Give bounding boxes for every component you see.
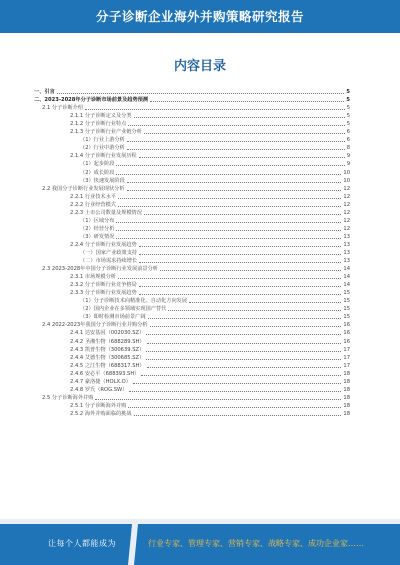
- toc-leader-dots: [146, 359, 341, 360]
- toc-entry-page-number: 12: [343, 193, 350, 200]
- toc-entry-label: （3）研发情况: [80, 233, 115, 240]
- toc-entry[interactable]: [34, 136, 350, 144]
- toc-entry[interactable]: [34, 128, 350, 136]
- toc-leader-dots: [134, 415, 342, 416]
- toc-entry-label: 2.5.1 分子诊断海外并购: [70, 402, 127, 409]
- toc-entry-page-number: 18: [343, 378, 350, 385]
- toc-entry-label: 2.4.1 达安基因（002030.SZ）: [70, 330, 145, 337]
- toc-leader-dots: [150, 101, 344, 102]
- toc-entry[interactable]: [34, 281, 350, 289]
- toc-entry[interactable]: [34, 112, 350, 120]
- toc-leader-dots: [134, 117, 345, 118]
- toc-entry[interactable]: [34, 152, 350, 160]
- toc-entry-label: 2.1.4 分子诊断行业发展历程: [70, 153, 137, 160]
- toc-leader-dots: [139, 254, 341, 255]
- toc-entry-page-number: 13: [343, 241, 350, 248]
- toc-leader-dots: [141, 375, 341, 376]
- toc-entry[interactable]: [34, 410, 350, 418]
- toc-entry-page-number: 16: [343, 322, 350, 329]
- toc-leader-dots: [146, 334, 341, 335]
- toc-entry[interactable]: [34, 346, 350, 354]
- toc-leader-dots: [139, 246, 342, 247]
- toc-entry-label: 一、引言: [34, 89, 55, 96]
- toc-entry-label: 2.3.3 分子诊断行业发展趋势: [70, 290, 137, 297]
- toc-entry[interactable]: [34, 185, 350, 193]
- toc-entry[interactable]: [34, 337, 350, 345]
- toc-leader-dots: [139, 262, 341, 263]
- toc-entry-page-number: 9: [346, 161, 350, 168]
- toc-leader-dots: [146, 351, 341, 352]
- toc-entry-label: （二）市场需求持续增长: [80, 258, 138, 265]
- toc-leader-dots: [127, 190, 342, 191]
- toc-leader-dots: [147, 343, 342, 344]
- toc-leader-dots: [57, 93, 345, 94]
- toc-entry[interactable]: [34, 402, 350, 410]
- toc-entry-label: （一）国家产业政策支持: [80, 249, 138, 256]
- toc-entry[interactable]: [34, 201, 350, 209]
- toc-entry-label: 2.3 2023-2028年中国分子诊断行业发展前景分析: [42, 266, 158, 273]
- toc-entry-page-number: 18: [343, 410, 350, 417]
- toc-entry-label: 2.1 分子诊断介绍: [42, 105, 84, 112]
- toc-entry-page-number: 15: [343, 290, 350, 297]
- toc-entry-page-number: 14: [343, 274, 350, 281]
- toc-leader-dots: [189, 302, 341, 303]
- toc-entry-label: 2.4 2022-2023年我国分子诊断行业并购分析: [42, 322, 148, 329]
- toc-entry[interactable]: [34, 209, 350, 217]
- toc-entry[interactable]: [34, 233, 350, 241]
- toc-leader-dots: [147, 367, 342, 368]
- footer-slogan-right: 行业专家、管理专家、营销专家、战略专家、成功企业家……: [148, 539, 364, 548]
- toc-entry-label: （2）成长阶段: [80, 169, 115, 176]
- toc-entry[interactable]: [34, 378, 350, 386]
- toc-entry-page-number: 5: [346, 105, 350, 112]
- toc-entry-page-number: 10: [343, 177, 350, 184]
- toc-entry[interactable]: [34, 305, 350, 313]
- toc-entry-label: 2.2.4 分子诊断行业发展趋势: [70, 241, 137, 248]
- toc-entry-label: 2.1.1 分子诊断定义及分类: [70, 113, 132, 120]
- toc-entry-page-number: 12: [343, 185, 350, 192]
- toc-entry[interactable]: [34, 362, 350, 370]
- toc-leader-dots: [95, 399, 341, 400]
- toc-entry-page-number: 10: [343, 169, 350, 176]
- toc-entry[interactable]: [34, 160, 350, 168]
- toc-entry-page-number: 16: [343, 330, 350, 337]
- toc-entry-page-number: 9: [346, 153, 350, 160]
- toc-entry-page-number: 17: [343, 362, 350, 369]
- toc-entry-page-number: 17: [343, 346, 350, 353]
- toc-entry-label: 2.2.1 行业技术水平: [70, 193, 116, 200]
- toc-entry-page-number: 13: [343, 258, 350, 265]
- toc-entry-label: （2）行业中游分析: [80, 145, 125, 152]
- toc-entry[interactable]: [34, 249, 350, 257]
- toc-entry-label: 2.4.7 豪洛捷（HOLX.O）: [70, 378, 131, 385]
- toc-entry-label: （2）经营分析: [80, 225, 115, 232]
- toc-leader-dots: [116, 174, 341, 175]
- toc-entry[interactable]: [34, 370, 350, 378]
- toc-entry-page-number: 17: [343, 354, 350, 361]
- toc-entry-label: 2.4.8 罗氏（ROG.SW）: [70, 386, 128, 393]
- toc-leader-dots: [127, 149, 345, 150]
- table-of-contents: [34, 88, 350, 418]
- toc-leader-dots: [116, 238, 341, 239]
- toc-entry[interactable]: [34, 354, 350, 362]
- footer-divider-icon: [128, 524, 138, 565]
- toc-entry-page-number: 18: [343, 386, 350, 393]
- toc-entry[interactable]: [34, 289, 350, 297]
- toc-entry-page-number: 8: [346, 145, 350, 152]
- toc-entry-page-number: 15: [343, 314, 350, 321]
- toc-entry-page-number: 5: [346, 113, 350, 120]
- toc-entry[interactable]: [34, 241, 350, 249]
- toc-leader-dots: [148, 318, 342, 319]
- toc-entry-label: 2.4.3 凯普生物（300639.SZ）: [70, 346, 145, 353]
- toc-entry-page-number: 18: [343, 402, 350, 409]
- toc-leader-dots: [118, 206, 341, 207]
- toc-entry-label: 2.2.3 上市公司数量及规模情况: [70, 209, 142, 216]
- toc-entry-page-number: 18: [343, 394, 350, 401]
- toc-entry[interactable]: [34, 313, 350, 321]
- toc-entry-label: （2）国内企业在多领域实现国产替代: [80, 306, 167, 313]
- toc-entry-page-number: 6: [346, 137, 350, 144]
- toc-leader-dots: [150, 326, 342, 327]
- toc-leader-dots: [168, 310, 341, 311]
- toc-leader-dots: [139, 294, 342, 295]
- toc-entry[interactable]: [34, 265, 350, 273]
- toc-leader-dots: [116, 165, 344, 166]
- toc-entry[interactable]: [34, 104, 350, 112]
- footer-slogan-left: 让每个人都能成为: [48, 539, 116, 548]
- toc-entry-page-number: 12: [343, 225, 350, 232]
- toc-entry-page-number: 13: [343, 233, 350, 240]
- toc-entry[interactable]: [34, 394, 350, 402]
- toc-leader-dots: [116, 230, 341, 231]
- toc-title: 内容目录: [173, 59, 226, 74]
- toc-entry-label: 2.3.1 市场规模分析: [70, 274, 116, 281]
- toc-leader-dots: [128, 125, 344, 126]
- toc-leader-dots: [144, 133, 345, 134]
- toc-entry-label: 2.4.6 安必平（688393.SH）: [70, 370, 140, 377]
- toc-entry[interactable]: [34, 193, 350, 201]
- toc-entry-label: 二、2023-2028年分子诊断市场前景及趋势预测: [34, 97, 149, 104]
- toc-leader-dots: [133, 383, 341, 384]
- toc-entry-page-number: 5: [346, 97, 350, 104]
- toc-entry-label: 2.4.2 圣湘生物（688289.SH）: [70, 338, 145, 345]
- toc-entry[interactable]: [34, 120, 350, 128]
- toc-entry-page-number: 16: [343, 338, 350, 345]
- toc-entry[interactable]: [34, 96, 350, 104]
- toc-entry-page-number: 12: [343, 217, 350, 224]
- toc-entry[interactable]: [34, 168, 350, 176]
- toc-entry[interactable]: [34, 297, 350, 305]
- toc-entry[interactable]: [34, 329, 350, 337]
- toc-entry[interactable]: [34, 321, 350, 329]
- toc-entry-label: 2.3.2 分子诊断行业竞争格局: [70, 282, 137, 289]
- page-header-title: 分子诊断企业海外并购策略研究报告: [95, 9, 304, 24]
- toc-entry-label: 2.2 我国分子诊断行业发展现状分析: [42, 185, 125, 192]
- toc-entry-label: 2.5 分子诊断海外并购: [42, 394, 94, 401]
- toc-entry[interactable]: [34, 144, 350, 152]
- toc-entry-label: 2.5.2 海外并购面临的挑战: [70, 410, 132, 417]
- toc-entry-page-number: 6: [346, 129, 350, 136]
- toc-entry[interactable]: [34, 257, 350, 265]
- toc-entry-label: （1）起步阶段: [80, 161, 115, 168]
- toc-entry-page-number: 12: [343, 209, 350, 216]
- toc-leader-dots: [129, 391, 341, 392]
- toc-entry[interactable]: [34, 273, 350, 281]
- toc-entry-label: （1）行业上游分析: [80, 137, 125, 144]
- toc-leader-dots: [160, 270, 341, 271]
- toc-entry-label: （3）快速发展阶段: [80, 177, 125, 184]
- toc-leader-dots: [127, 182, 342, 183]
- toc-entry-label: 2.4.5 之江生物（688317.SH）: [70, 362, 145, 369]
- toc-entry-page-number: 15: [343, 306, 350, 313]
- toc-entry-label: 2.1.2 分子诊断行业特点: [70, 121, 127, 128]
- toc-leader-dots: [128, 407, 341, 408]
- toc-leader-dots: [118, 278, 341, 279]
- toc-entry-page-number: 5: [346, 89, 350, 96]
- toc-entry-page-number: 14: [343, 266, 350, 273]
- toc-entry-page-number: 18: [343, 370, 350, 377]
- toc-entry-page-number: 13: [343, 249, 350, 256]
- toc-entry-label: （3）即时检测市场前景广阔: [80, 314, 146, 321]
- toc-entry[interactable]: [34, 177, 350, 185]
- toc-leader-dots: [139, 157, 345, 158]
- toc-leader-dots: [139, 286, 342, 287]
- toc-entry[interactable]: [34, 386, 350, 394]
- toc-entry-label: 2.1.3 分子诊断行业产业链分析: [70, 129, 142, 136]
- toc-entry[interactable]: [34, 88, 350, 96]
- toc-entry-label: （1）分子诊断技术向精准化、自动化方向发展: [80, 298, 188, 305]
- toc-leader-dots: [85, 109, 345, 110]
- toc-entry[interactable]: [34, 217, 350, 225]
- toc-leader-dots: [118, 198, 341, 199]
- toc-entry-page-number: 12: [343, 201, 350, 208]
- toc-leader-dots: [144, 214, 341, 215]
- toc-entry-label: 2.2.2 行业经营模式: [70, 201, 116, 208]
- toc-entry-page-number: 5: [346, 121, 350, 128]
- toc-entry-page-number: 14: [343, 282, 350, 289]
- toc-leader-dots: [116, 222, 341, 223]
- toc-entry-label: 2.4.4 艾德生物（300685.SZ）: [70, 354, 145, 361]
- toc-entry[interactable]: [34, 225, 350, 233]
- toc-entry-label: （1）区域分布: [80, 217, 115, 224]
- toc-leader-dots: [127, 141, 345, 142]
- toc-entry-page-number: 15: [343, 298, 350, 305]
